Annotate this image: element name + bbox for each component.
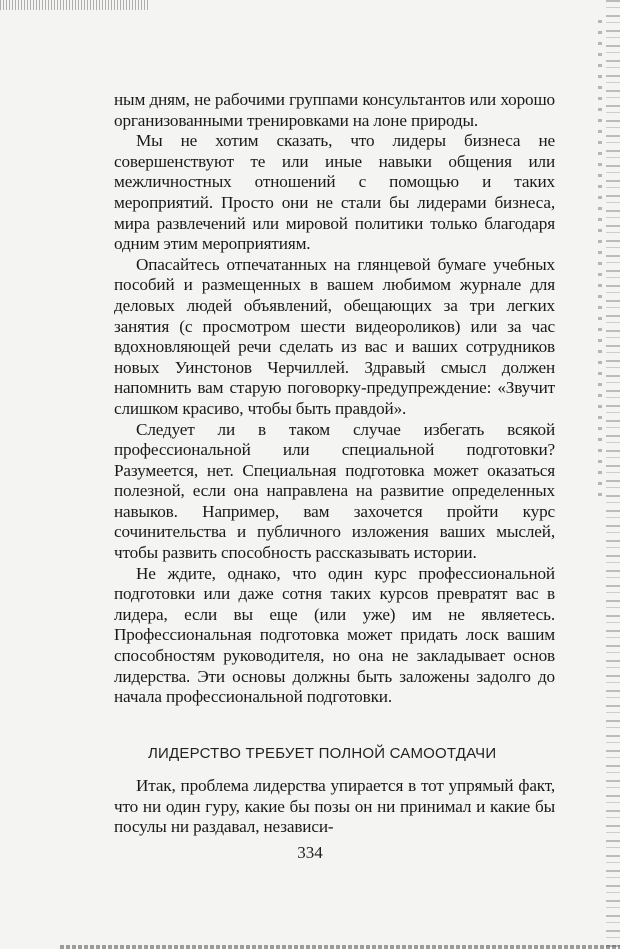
page-number: 334: [297, 843, 323, 862]
body-text: [114, 90, 555, 708]
paragraph: Итак, проблема лидерства упирается в тот упрямый факт, что ни один гуру, какие бы позы он ни принимал и какие бы посулы ни раздавал, независи-: [114, 776, 555, 837]
paragraph-continued: ным дням, не рабочими группами консультантов или хорошо организованными тренировками на лоне природы.: [114, 90, 555, 130]
section-heading: ЛИДЕРСТВО ТРЕБУЕТ ПОЛНОЙ САМООТДАЧИ: [148, 745, 497, 762]
scan-artifact-right: [606, 0, 620, 949]
body-text-after-heading: [114, 776, 555, 838]
paragraph: Не ждите, однако, что один курс профессиональной подготовки или даже сотня таких курсов превратят вас в лидера, если вы еще (или уже) им не являетесь. Профессиональная подготовка может придать лоск вашим способностям руководителя, но она не закладывает основ лидерства. Эти основы должны быть заложены задолго до начала профессиональной подготовки.: [114, 563, 555, 707]
paragraph: Мы не хотим сказать, что лидеры бизнеса не совершенствуют те или иные навыки общения или межличностных отношений с помощью и таких мероприятий. Просто они не стали бы лидерами бизнеса, мира развлечений или мировой политики только благодаря одним этим мероприятиям.: [114, 131, 555, 254]
paragraph: Опасайтесь отпечатанных на глянцевой бумаге учебных пособий и размещенных в вашем любимом журнале для деловых людей объявлений, обещающих за три легких занятия (с просмотром шести видеороликов) или за час вдохновляющей речи сделать из вас и ваших сотрудников новых Уинстонов Черчиллей. Здравый смысл должен напомнить вам старую поговорку-предупреждение: «Звучит слишком красиво, чтобы быть правдой».: [114, 254, 555, 418]
scan-artifact-bottom: [60, 945, 620, 949]
paragraph: Следует ли в таком случае избегать всякой профессиональной или специальной подготовки? Разумеется, нет. Специальная подготовка может оказаться полезной, если она направлена на развитие определенных навыков. Например, вам захочется пройти курс сочинительства и публичного изложения ваших мыслей, чтобы развить способность рассказывать истории.: [114, 419, 555, 563]
scan-artifact-top: [0, 0, 150, 10]
scan-artifact-right-inner: [598, 20, 602, 500]
